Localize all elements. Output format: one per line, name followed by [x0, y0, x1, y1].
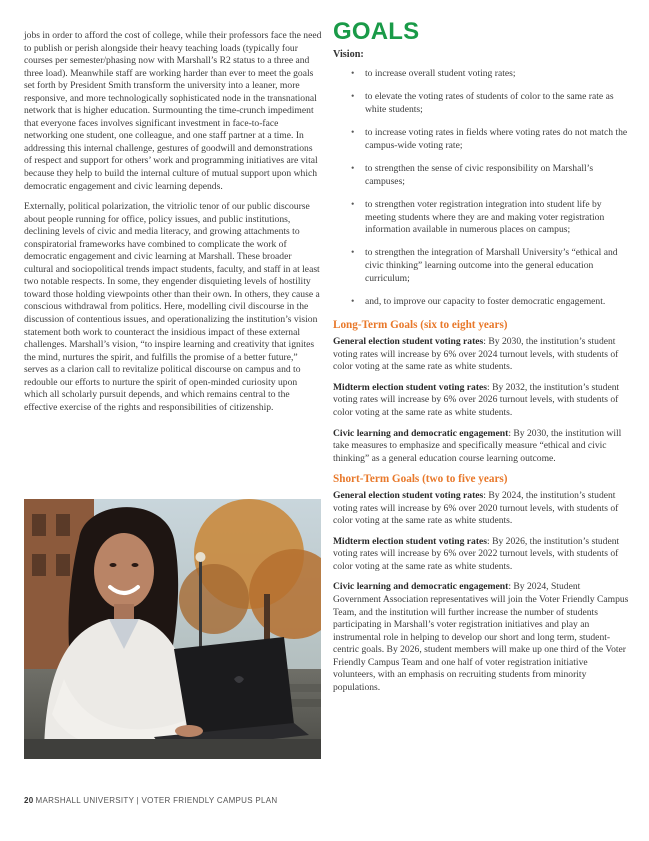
page-number: 20 — [24, 796, 34, 805]
long-term-goals-heading: Long-Term Goals (six to eight years) — [333, 319, 508, 332]
vision-item: • to strengthen the integration of Marshall University’s “ethical and civic thinking” learning outcome into the general education curriculum; — [351, 247, 618, 284]
long-term-goal-general: General election student voting rates: By 2030, the institution’s student voting rates will increase by 6% over 2024 turnout levels, with students of color voting at the same rate as white students. — [333, 336, 619, 373]
vision-item: • and, to improve our capacity to foster democratic engagement. — [351, 295, 606, 307]
short-term-goals-heading: Short-Term Goals (two to five years) — [333, 473, 508, 486]
page-footer — [24, 796, 278, 805]
student-laptop-photo — [24, 499, 321, 759]
bullet-icon: • — [351, 295, 355, 307]
bullet-icon: • — [351, 91, 355, 103]
vision-item: • to increase overall student voting rates; — [351, 68, 516, 79]
bullet-icon: • — [351, 247, 355, 259]
vision-label: Vision: — [333, 49, 364, 60]
bullet-icon: • — [351, 127, 355, 139]
bullet-icon: • — [351, 199, 355, 211]
footer-text: MARSHALL UNIVERSITY | VOTER FRIENDLY CAMPUS PLAN — [35, 796, 278, 805]
vision-item: • to strengthen the sense of civic responsibility on Marshall’s campuses; — [351, 163, 594, 187]
vision-item: • to increase voting rates in fields where voting rates do not match the campus-wide voting rate; — [351, 127, 628, 151]
long-term-goal-midterm: Midterm election student voting rates: By 2032, the institution’s student voting rates will increase by 6% over 2026 turnout levels, with students of color voting at the same rate as white students. — [333, 381, 620, 418]
short-term-goal-general: General election student voting rates: By 2024, the institution’s student voting rates will increase by 6% over 2020 turnout levels, with students of color voting at the same rate as white students. — [333, 490, 619, 527]
short-term-goal-civic: Civic learning and democratic engagement: By 2024, Student Government Association representatives will join the Voter Friendly Campus Team, and the institution will further increase the number of students participating in Marshall’s voter registration initiatives and play an instrumental role in helping to develop our short and long term, student-centric goals. By 2026, student members will make up one third of the Voter Friendly Campus Team and one half of voter registration initiative volunteers, with an emphasis on recruiting students from minority populations. — [333, 581, 629, 693]
bullet-icon: • — [351, 68, 355, 79]
long-term-goal-civic: Civic learning and democratic engagement: By 2030, the institution will take measures to emphasize and specifically measure “ethical and civic thinking” as a general education course learning outcome. — [333, 427, 622, 464]
vision-list — [333, 68, 629, 308]
vision-item: • to elevate the voting rates of students of color to the same rate as white students; — [351, 91, 614, 115]
vision-item: • to strengthen voter registration integration into student life by meeting students where they are and making voter registration information available in numerous places on campus; — [351, 199, 605, 236]
right-column — [333, 18, 629, 702]
body-paragraph-1: jobs in order to afford the cost of college, while their professors face the need to publish or perish alongside their heavy teaching loads (typically four courses per semester/phasing now with Marshall’s R2 status to a three and three load). Meanwhile staff are working harder than ever to meet the goals set forth by President Smith transform the university into a leaner, more responsive, and more technologically sophisticated node in the transnational network that is higher education. Surmounting the time-crunch impediment that everyone faces involves significant investment in face-to-face networking one student, one colleague, and one staff partner at a time. In addressing this internal challenge, gestures of goodwill and demonstrations of respect and support for others’ work and programming initiatives are vital because they help to build the internal culture of mutual support upon which democratic engagement and civic learning depends. — [24, 30, 322, 192]
left-column — [24, 30, 322, 422]
short-term-goal-midterm: Midterm election student voting rates: By 2026, the institution’s student voting rates will increase by 6% over 2022 turnout levels, with students of color voting at the same rate as white students. — [333, 535, 620, 572]
bullet-icon: • — [351, 163, 355, 175]
goals-title: GOALS — [333, 18, 420, 45]
body-paragraph-2: Externally, political polarization, the vitriolic tenor of our public discourse about people running for office, policy issues, and public institutions, declining levels of civic and media literacy, and growing attachments to conspiratorial frameworks have combined to complicate the work of democratic engagement and civic learning at Marshall. These broader cultural and sociopolitical trends impact students, faculty, and staff in at least two notable respects. In some, they engender disquieting levels of hostility toward those holding viewpoints other than their own. In others, they cause a conscious withdrawal from politics. Here, modelling civil discourse in the discussion of contentious issues, and operationalizing the institution’s vision statement both work to counteract the insidious impact of these external challenges. Marshall’s vision, “to inspire learning and creativity that ignites the mind, nurtures the spirit, and fulfills the promise of a better future,” serves as a clarion call to revitalize political discourse on campus and to redouble our efforts to nurture the spirit of open-minded curiosity upon which all scholarly pursuit depends, and which remains central to the effective exercise of the rights and responsibilities of citizenship. — [24, 201, 320, 413]
